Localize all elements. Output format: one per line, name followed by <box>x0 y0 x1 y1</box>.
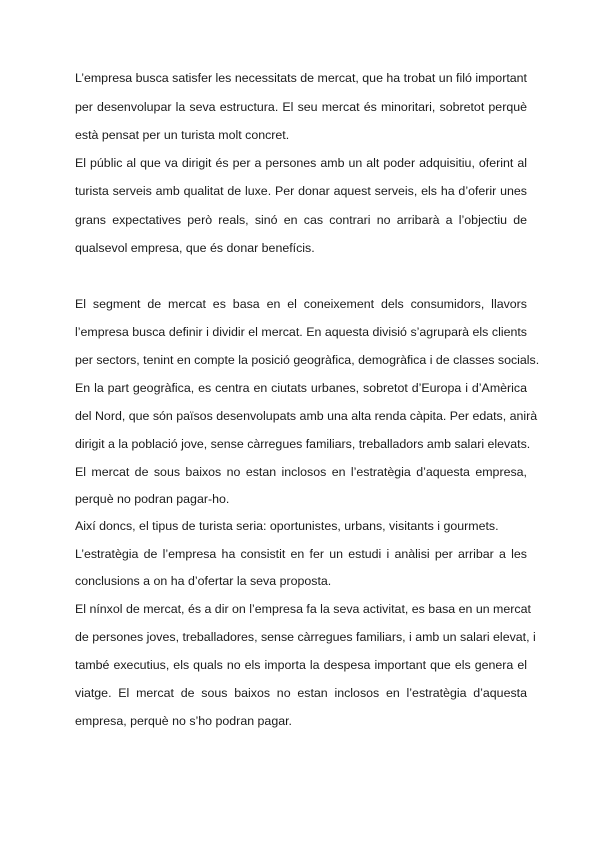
paragraph-3-line-6: dirigit a la població jove, sense càrregues familiars, treballadors amb salari elevats. <box>75 437 531 451</box>
paragraph-6-line-1: El nínxol de mercat, és a dir on l’empresa fa la seva activitat, es basa en un mercat <box>75 602 531 616</box>
paragraph-2-line-1: El públic al que va dirigit és per a persones amb un alt poder adquisitiu, oferint al <box>75 156 527 170</box>
paragraph-2-line-2: turista serveis amb qualitat de luxe. Per donar aquest serveis, els ha d’oferir unes <box>75 184 527 198</box>
paragraph-3-line-2: l’empresa busca definir i dividir el mercat. En aquesta divisió s’agruparà els clients <box>75 325 527 339</box>
paragraph-2-line-3: grans expectatives però reals, sinó en cas contrari no arribarà a l’objectiu de <box>75 213 527 227</box>
paragraph-1-line-2: per desenvolupar la seva estructura. El seu mercat és minoritari, sobretot perquè <box>75 100 527 114</box>
paragraph-3-line-5: del Nord, que són països desenvolupats amb una alta renda càpita. Per edats, anirà <box>75 409 538 423</box>
paragraph-3-line-7: El mercat de sous baixos no estan inclosos en l’estratègia d’aquesta empresa, <box>75 465 527 479</box>
paragraph-1-line-1: L’empresa busca satisfer les necessitats de mercat, que ha trobat un filó important <box>75 71 527 85</box>
paragraph-5-line-1: L’estratègia de l’empresa ha consistit en fer un estudi i anàlisi per arribar a les <box>75 547 527 561</box>
paragraph-3-line-1: El segment de mercat es basa en el coneixement dels consumidors, llavors <box>75 297 527 311</box>
paragraph-2-line-4: qualsevol empresa, que és donar benefícis. <box>75 241 315 255</box>
paragraph-3-line-3: per sectors, tenint en compte la posició geogràfica, demogràfica i de classes socials. <box>75 353 540 367</box>
paragraph-1-line-3: està pensat per un turista molt concret. <box>75 128 290 142</box>
paragraph-3-line-8: perquè no podran pagar-ho. <box>75 492 230 506</box>
paragraph-6-line-4: viatge. El mercat de sous baixos no estan inclosos en l’estratègia d’aquesta <box>75 686 527 700</box>
paragraph-6-line-5: empresa, perquè no s’ho podran pagar. <box>75 714 292 728</box>
paragraph-6-line-2: de persones joves, treballadores, sense càrregues familiars, i amb un salari elevat, i <box>75 630 536 644</box>
paragraph-3-line-4: En la part geogràfica, es centra en ciutats urbanes, sobretot d’Europa i d’Amèrica <box>75 381 527 395</box>
paragraph-6-line-3: també executius, els quals no els importa la despesa important que els genera el <box>75 658 527 672</box>
paragraph-4-line-1: Així doncs, el tipus de turista seria: oportunistes, urbans, visitants i gourmets. <box>75 519 499 533</box>
paragraph-5-line-2: conclusions a on ha d’ofertar la seva proposta. <box>75 574 332 588</box>
